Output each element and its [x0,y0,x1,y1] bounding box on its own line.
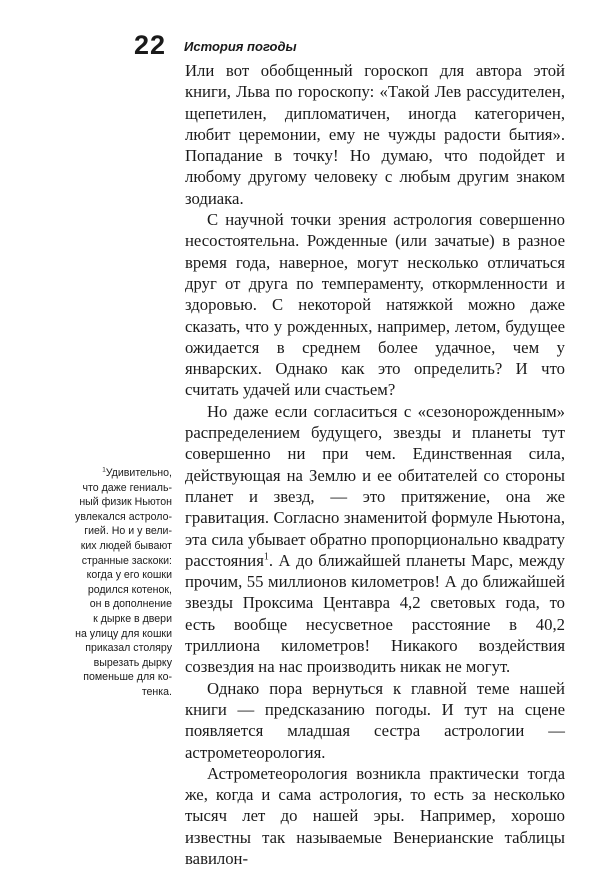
sidenote-line: ный физик Ньютон [79,496,172,509]
sidenote-marker: 1 [102,466,106,474]
sidenote-line: когда у его кошки [86,569,172,582]
sidenote-line: он в дополнение [89,598,172,611]
paragraph-5: Астрометеорология возникла практически тогда же, когда и сама астрология, то есть за несколько тысяч лет до нашей эры. Например, хорошо известны так называемые Венерианские таблицы вавилон- [185,763,565,868]
sidenote-line [16,466,172,481]
paragraph-3 [185,401,565,678]
paragraph-1: Или вот обобщенный гороскоп для автора этой книги, Льва по гороскопу: «Такой Лев рассудителен, щепетилен, дипломатичен, иногда категоричен, любит церемонии, ему не чужды радости бытия». Попадание в точку! Но думаю, что подойдет и любому другому человеку с любым другим знаком зодиака. [185,61,565,208]
sidenote-line: ких людей бывают [80,539,172,552]
sidenote-line: гией. Но и у вели- [84,525,172,538]
sidenote-line: странные заскоки: [81,554,172,567]
sidenote-line: вырезать дырку [93,656,172,669]
sidenote-line: увлекался астроло- [75,510,172,523]
body-text [185,60,565,869]
sidenote-line-text: Удивительно, [105,467,172,479]
paragraph-3-part-2: . А до ближайшей планеты Марс, между прочим, 55 миллионов километров! А до ближайшей звезды Проксима Центавра 4,2 световых года, то есть вообще несусветное расстояние в 40,2 триллиона километров! Никакого воздействия созвездия на нас производить никак не могут. [185,550,565,677]
running-head: История погоды [184,39,297,54]
sidenote-line: приказал столяру [85,642,172,655]
sidenote [16,466,172,700]
paragraph-4: Однако пора вернуться к главной теме нашей книги — предсказанию погоды. И тут на сцене появляется младшая сестра астрологии — астрометеорология. [185,678,565,762]
sidenote-line: на улицу для кошки [75,627,172,640]
sidenote-line: тенка. [141,685,172,698]
paragraph-2: С научной точки зрения астрология совершенно несостоятельна. Рожденные (или зачатые) в разное время года, наверное, могут несколько отличаться друг от друга по темпераменту, откормленности и здоровью. С некоторой натяжкой можно даже сказать, что у рожденных, например, летом, будущее ожидается в среднем более удачное, чем у январских. Однако как это определить? И что считать удачей или счастьем? [185,210,565,400]
sidenote-line: родился котенок, [87,583,172,596]
sidenote-line: что даже гениаль- [82,481,172,494]
sidenote-line: поменьше для ко- [83,671,172,684]
paragraph-3-part-1: Но даже если согласиться с «сезонорожденным» распределением будущего, звезды и планеты тут совершенно ни при чем. Единственная сила, действующая на Землю и ее обитателей со стороны планет и звезд, — это притяжение, она же гравитация. Согласно знаменитой формуле Ньютона, эта сила убывает обратно пропорционально квадрату расстояния [185,401,565,570]
page-number: 22 [134,30,167,60]
footnote-marker: 1 [263,551,269,563]
sidenote-line: к дырке в двери [93,612,172,625]
